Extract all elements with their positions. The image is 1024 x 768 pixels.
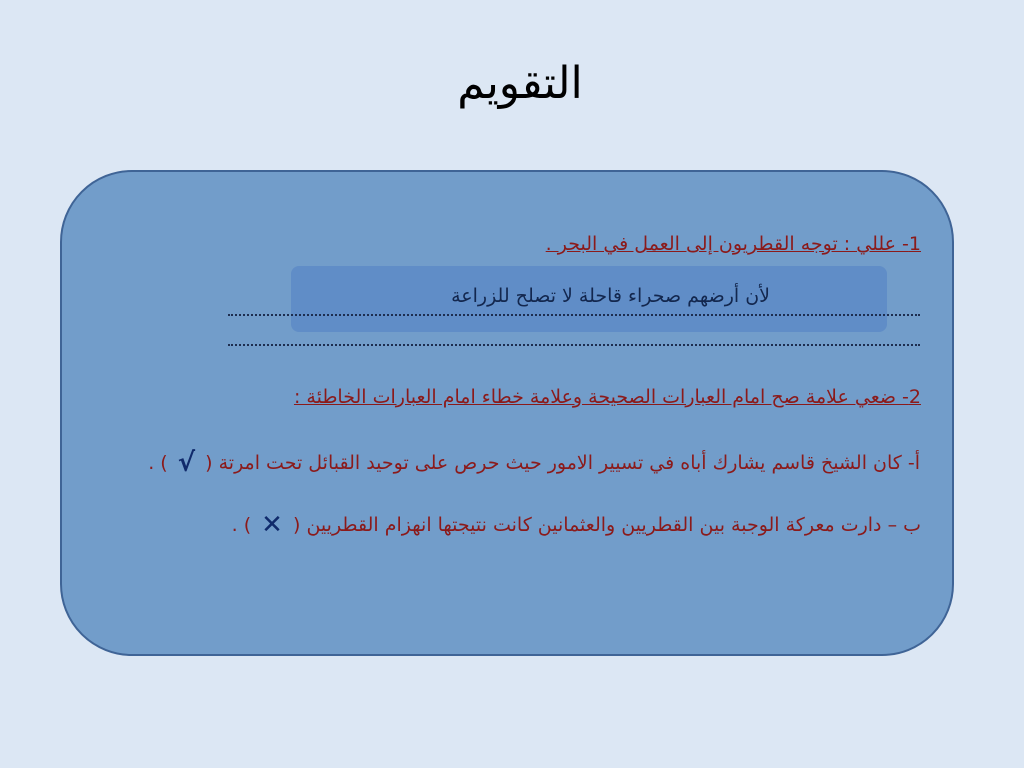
check-mark-icon: √ xyxy=(177,448,196,478)
item-b-close: ) . xyxy=(231,514,252,536)
item-a-label: أ- xyxy=(907,452,920,474)
cross-mark-icon: ✕ xyxy=(261,510,283,540)
question-2-prompt: 2- ضعي علامة صح امام العبارات الصحيحة وعلامة خطاء امام العبارات الخاطئة : xyxy=(293,386,921,408)
item-b-text: دارت معركة الوجبة بين القطريين والعثمانين كانت نتيجتها انهزام القطريين ( xyxy=(293,514,882,536)
question-1-answer: لأن أرضهم صحراء قاحلة لا تصلح للزراعة xyxy=(451,285,770,307)
answer-dotted-line-2 xyxy=(228,344,920,346)
question-2-item-b xyxy=(232,510,921,540)
item-b-label: ب – xyxy=(887,514,921,536)
question-2-item-a xyxy=(148,448,920,478)
question-1-prompt: 1- عللي : توجه القطريون إلى العمل في البحر . xyxy=(545,233,921,255)
item-a-close: ) . xyxy=(148,452,168,474)
item-a-text: كان الشيخ قاسم يشارك أباه في تسيير الامور حيث حرص على توحيد القبائل تحت امرتة ( xyxy=(205,452,902,474)
slide-title: التقويم xyxy=(457,58,583,109)
answer-dotted-line-1 xyxy=(228,314,920,316)
